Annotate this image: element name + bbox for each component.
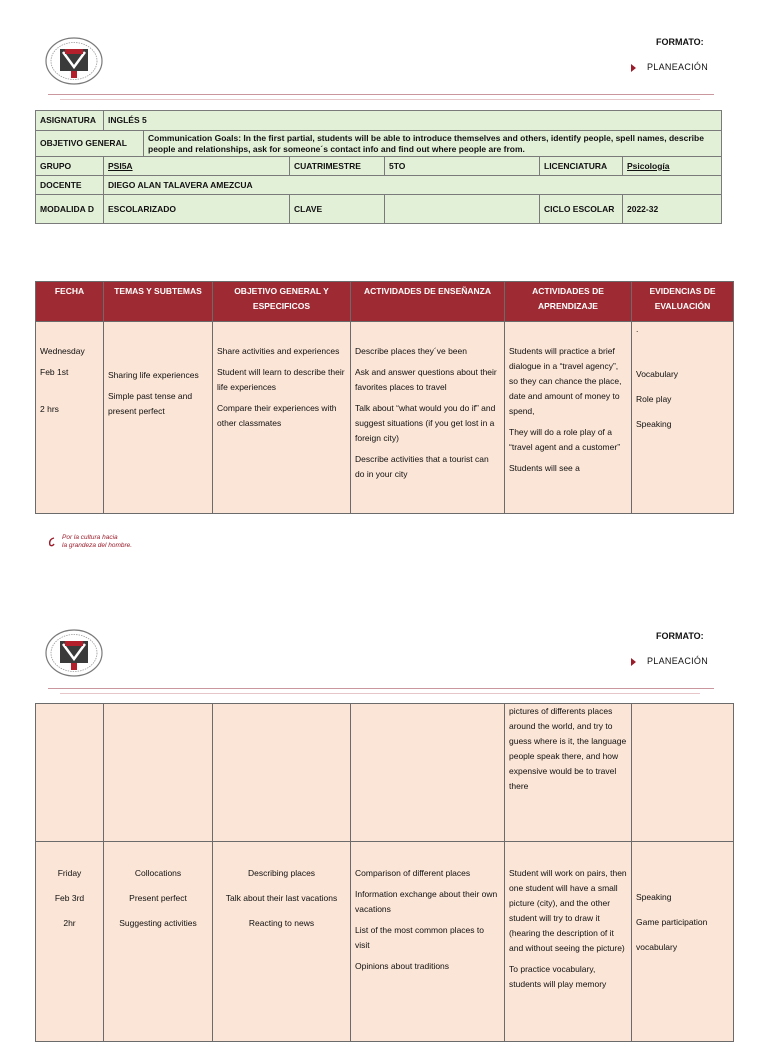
- header-objetivo: OBJETIVO GENERAL Y ESPECIFICOS: [213, 282, 351, 322]
- motto-emblem-icon: [48, 537, 56, 547]
- plan-table-page1: [35, 281, 734, 514]
- row3-objetivo: Describing places Talk about their last vacations Reacting to news: [213, 842, 351, 1042]
- row1-evidencias: . Vocabulary Role play Speaking: [632, 322, 734, 514]
- header-aprendizaje: ACTIVIDADES DE APRENDIZAJE: [505, 282, 632, 322]
- university-logo: [45, 36, 103, 86]
- cuatrimestre-label: CUATRIMESTRE: [290, 157, 385, 176]
- licenciatura-value: Psicología: [623, 157, 722, 176]
- objetivo-value: Communication Goals: In the first partial, students will be able to introduce themselves and others, identify people, spell names, describe people and relationships, ask for someone´s contact info and find out where people are from.: [144, 131, 722, 157]
- row2-objetivo: [213, 704, 351, 842]
- row1-temas: Sharing life experiences Simple past tense and present perfect: [104, 322, 213, 514]
- asignatura-value: INGLÉS 5: [104, 111, 722, 131]
- row1-fecha: Wednesday Feb 1st 2 hrs: [36, 322, 104, 514]
- clave-label: CLAVE: [290, 195, 385, 224]
- docente-value: DIEGO ALAN TALAVERA AMEZCUA: [104, 176, 722, 195]
- header-divider-secondary: [60, 99, 700, 100]
- row3-fecha: Friday Feb 3rd 2hr: [36, 842, 104, 1042]
- row2-evidencias: [632, 704, 734, 842]
- planeacion-label-page2: PLANEACIÓN: [631, 656, 708, 666]
- plan-table-page2: [35, 703, 734, 1042]
- header-divider: [48, 94, 714, 95]
- course-info-table: [35, 110, 722, 224]
- university-logo-page2: [45, 628, 103, 678]
- docente-label: DOCENTE: [36, 176, 104, 195]
- header-divider-secondary-page2: [60, 693, 700, 694]
- row2-aprendizaje: pictures of differents places around the world, and try to guess where is it, the language people speak there, and how expensive would be to travel there: [505, 704, 632, 842]
- header-temas: TEMAS Y SUBTEMAS: [104, 282, 213, 322]
- licenciatura-label: LICENCIATURA: [540, 157, 623, 176]
- grupo-value: PSI5A: [104, 157, 290, 176]
- row2-fecha: [36, 704, 104, 842]
- asignatura-label: ASIGNATURA: [36, 111, 104, 131]
- ciclo-label: CICLO ESCOLAR: [540, 195, 623, 224]
- row3-temas: Collocations Present perfect Suggesting activities: [104, 842, 213, 1042]
- header-divider-page2: [48, 688, 714, 689]
- objetivo-label: OBJETIVO GENERAL: [36, 131, 144, 157]
- triangle-bullet-icon: [631, 658, 636, 666]
- row3-evidencias: Speaking Game participation vocabulary: [632, 842, 734, 1042]
- planeacion-label: PLANEACIÓN: [631, 62, 708, 72]
- modalidad-value: ESCOLARIZADO: [104, 195, 290, 224]
- header-fecha: FECHA: [36, 282, 104, 322]
- header-ensenanza: ACTIVIDADES DE ENSEÑANZA: [351, 282, 505, 322]
- row1-aprendizaje: Students will practice a brief dialogue in a “travel agency”, so they can chance the place, date and amount of money to spend, They will do a role play of a “travel agent and a customer” Students will see a: [505, 322, 632, 514]
- row1-ensenanza: Describe places they´ve been Ask and answer questions about their favorites places to travel Talk about “what would you do if” and suggest situations (if you get lost in a foreign city) Describe activities that a tourist can do in your city: [351, 322, 505, 514]
- row1-objetivo: Share activities and experiences Student will learn to describe their life experiences Compare their experiences with other classmates: [213, 322, 351, 514]
- row3-ensenanza: Comparison of different places Information exchange about their own vacations List of the most common places to visit Opinions about traditions: [351, 842, 505, 1042]
- motto-text: Por la cultura hacia la grandeza del hombre.: [62, 534, 133, 549]
- modalidad-label: MODALIDA D: [36, 195, 104, 224]
- clave-value: [385, 195, 540, 224]
- row3-aprendizaje: Student will work on pairs, then one student will have a small picture (city), and the other student will try to draw it (hearing the description of it and without seeing the picture) To practice vocabulary, students will play memory: [505, 842, 632, 1042]
- header-evidencias: EVIDENCIAS DE EVALUACIÓN: [632, 282, 734, 322]
- grupo-label: GRUPO: [36, 157, 104, 176]
- row2-temas: [104, 704, 213, 842]
- formato-label: FORMATO:: [656, 37, 704, 47]
- ciclo-value: 2022-32: [623, 195, 722, 224]
- cuatrimestre-value: 5TO: [385, 157, 540, 176]
- row2-ensenanza: [351, 704, 505, 842]
- formato-label-page2: FORMATO:: [656, 631, 704, 641]
- triangle-bullet-icon: [631, 64, 636, 72]
